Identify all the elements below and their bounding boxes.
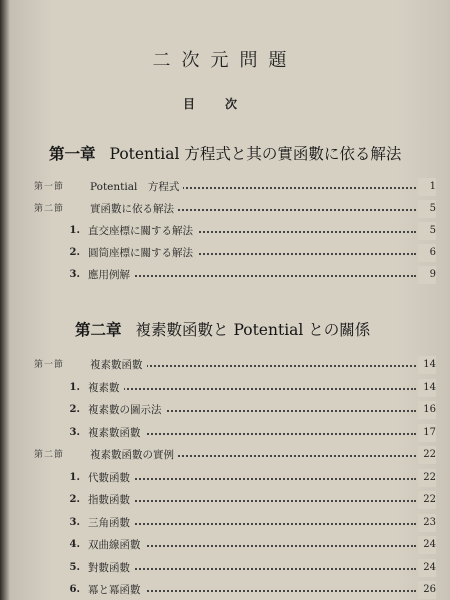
chapter-number: 第二章 [75,320,122,339]
toc-entry [0,491,450,509]
page-number: 17 [418,424,436,442]
page-number: 5 [418,222,436,240]
chapter-heading-2 [75,318,370,340]
page-number: 6 [418,244,436,262]
entry-title: Potential 方程式 [90,178,183,196]
page-number: 5 [418,200,436,218]
entry-title: 複素數函數 [88,424,145,442]
dot-leader [92,523,416,525]
toc-entry [0,178,450,196]
page-number: 9 [418,266,436,284]
entry-title: 複素數函數の實例 [90,446,178,464]
page-number: 24 [418,536,436,554]
subsection-number: 2. [69,247,80,258]
entry-title: 冪と冪函數 [88,581,145,599]
page-number: 22 [418,469,436,487]
chapter-heading-1 [49,142,401,164]
entry-title: 對數函數 [88,559,134,577]
section-label: 第二節 [34,204,65,214]
subsection-number: 2. [69,404,80,415]
toc-heading: 目次 [182,97,267,111]
entry-title: 代數函數 [88,469,134,487]
dot-leader [92,275,416,277]
subsection-number: 6. [69,584,80,595]
toc-entry [0,379,450,397]
dot-leader [92,568,416,570]
page-number: 22 [418,446,436,464]
page-number: 22 [418,491,436,509]
toc-entry [0,581,450,599]
entry-title: 指數函數 [88,491,134,509]
toc-entry [0,446,450,464]
entry-title: 直交座標に關する解法 [88,222,197,240]
subsection-number: 1. [69,471,80,483]
page-number: 23 [418,514,436,532]
toc-entry [0,469,450,487]
entry-title: 三角函數 [88,514,134,532]
subsection-number: 3. [69,426,80,438]
page-number: 1 [418,178,436,196]
chapter-number: 第一章 [49,144,96,163]
subsection-number: 1. [69,225,80,236]
entry-title: 双曲線函數 [88,536,145,554]
subsection-number: 3. [69,269,80,280]
section-label: 第一節 [34,182,65,192]
subsection-number: 4. [69,539,80,550]
book-title: 二次元問題 [152,50,298,71]
dot-leader [92,478,416,480]
page-number: 24 [418,559,436,577]
toc-entry [0,356,450,374]
dot-leader [92,500,416,502]
toc-entry [0,266,450,284]
page-number: 26 [418,581,436,599]
page-number: 14 [418,356,436,374]
page-number: 14 [418,379,436,397]
subsection-number: 3. [69,516,80,528]
toc-entry [0,559,450,577]
toc-entry [0,222,450,240]
chapter-title: Potential 方程式と其の實函數に依る解法 [109,145,402,163]
entry-title: 實函數に依る解法 [90,200,178,218]
section-label: 第二節 [34,450,65,460]
toc-entry [0,536,450,554]
subsection-number: 1. [69,381,80,393]
subsection-number: 5. [69,561,80,573]
page-gutter-shadow [0,0,10,600]
entry-title: 圓筒座標に關する解法 [88,244,197,262]
page-number: 16 [418,401,436,419]
entry-title: 複素數 [88,379,124,397]
section-label: 第一節 [34,360,65,370]
toc-entry [0,200,450,218]
toc-entry [0,514,450,532]
toc-entry [0,244,450,262]
entry-title: 複素數函數 [90,356,147,374]
toc-entry [0,424,450,442]
subsection-number: 2. [69,494,80,505]
dot-leader [92,388,416,390]
toc-entry [0,401,450,419]
entry-title: 應用例解 [88,266,134,284]
chapter-title: 複素數函數と Potential との關係 [135,321,371,339]
entry-title: 複素數の圖示法 [88,401,166,419]
